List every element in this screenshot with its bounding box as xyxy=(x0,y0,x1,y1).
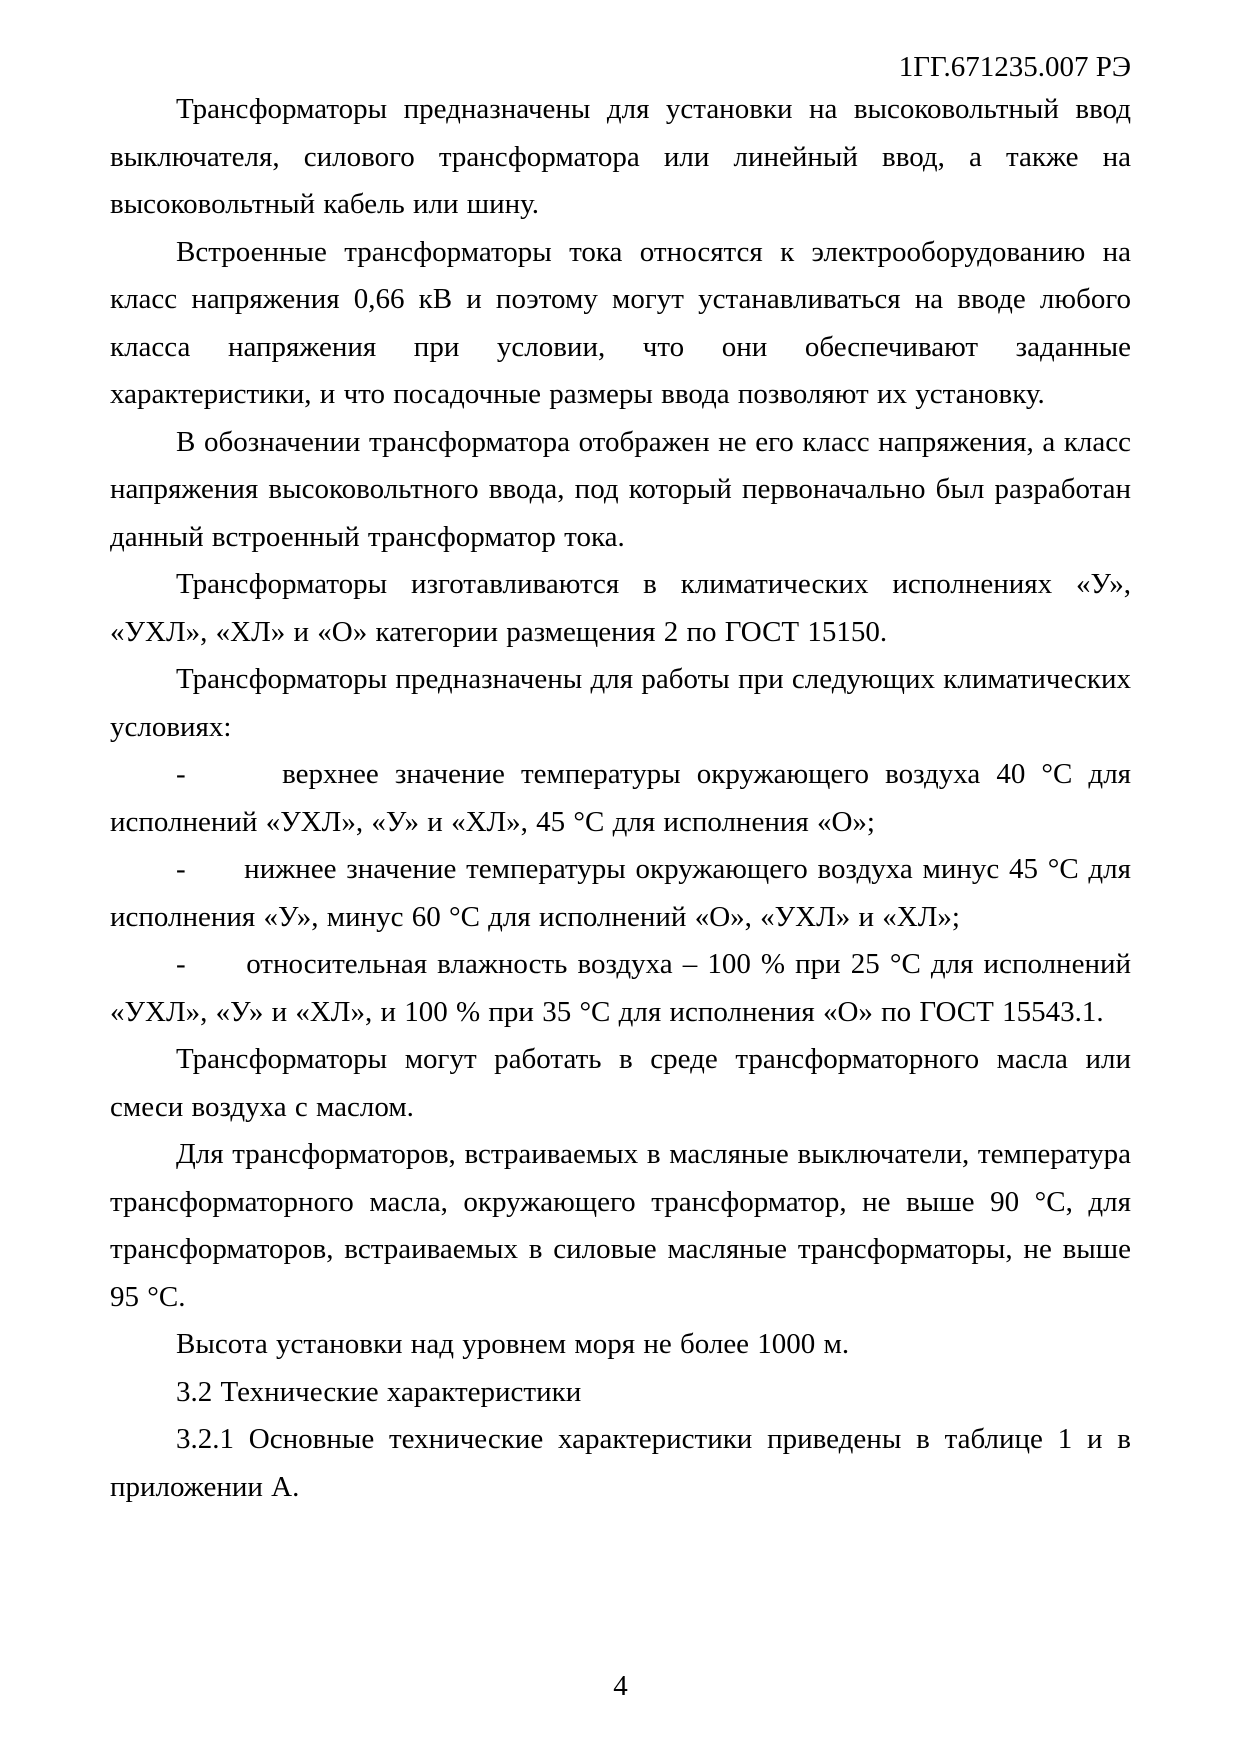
paragraph: - верхнее значение температуры окружающего воздуха 40 °С для исполнений «УХЛ», «У» и «ХЛ», 45 °С для исполнения «О»; xyxy=(110,758,1131,838)
paragraph: Трансформаторы могут работать в среде трансформаторного масла или смеси воздуха с маслом. xyxy=(110,1043,1131,1123)
paragraph: Трансформаторы изготавливаются в климатических исполнениях «У», «УХЛ», «ХЛ» и «О» категории размещения 2 по ГОСТ 15150. xyxy=(110,568,1131,648)
paragraph: - относительная влажность воздуха – 100 % при 25 °С для исполнений «УХЛ», «У» и «ХЛ», и 100 % при 35 °С для исполнения «О» по ГОСТ 15543.1. xyxy=(110,948,1131,1028)
paragraph: Встроенные трансформаторы тока относятся к электрооборудованию на класс напряжения 0,66 кВ и поэтому могут устанавливаться на вводе любого класса напряжения при условии, что они обеспечивают заданные характеристики, и что посадочные размеры ввода позволяют их установку. xyxy=(110,235,1131,410)
document-number: 1ГГ.671235.007 РЭ xyxy=(898,51,1131,83)
paragraph: - нижнее значение температуры окружающего воздуха минус 45 °С для исполнения «У», минус 60 °С для исполнений «О», «УХЛ» и «ХЛ»; xyxy=(110,853,1131,933)
paragraph: В обозначении трансформатора отображен не его класс напряжения, а класс напряжения высоковольтного ввода, под который первоначально был разработан данный встроенный трансформатор тока. xyxy=(110,425,1131,553)
paragraph: Трансформаторы предназначены для установки на высоковольтный ввод выключателя, силового трансформатора или линейный ввод, а также на высоковольтный кабель или шину. xyxy=(110,93,1131,220)
paragraph: 3.2.1 Основные технические характеристики приведены в таблице 1 и в приложении А. xyxy=(110,1423,1131,1503)
paragraph: 3.2 Технические характеристики xyxy=(176,1375,582,1408)
paragraph: Высота установки над уровнем моря не более 1000 м. xyxy=(176,1328,850,1360)
paragraph: Трансформаторы предназначены для работы при следующих климатических условиях: xyxy=(110,663,1131,743)
paragraph: Для трансформаторов, встраиваемых в масляные выключатели, температура трансформаторного масла, окружающего трансформатор, не выше 90 °С, для трансформаторов, встраиваемых в силовые масляные трансформаторы, не выше 95 °С. xyxy=(110,1138,1131,1313)
document-body xyxy=(110,86,1131,1511)
page-number: 4 xyxy=(613,1670,628,1702)
